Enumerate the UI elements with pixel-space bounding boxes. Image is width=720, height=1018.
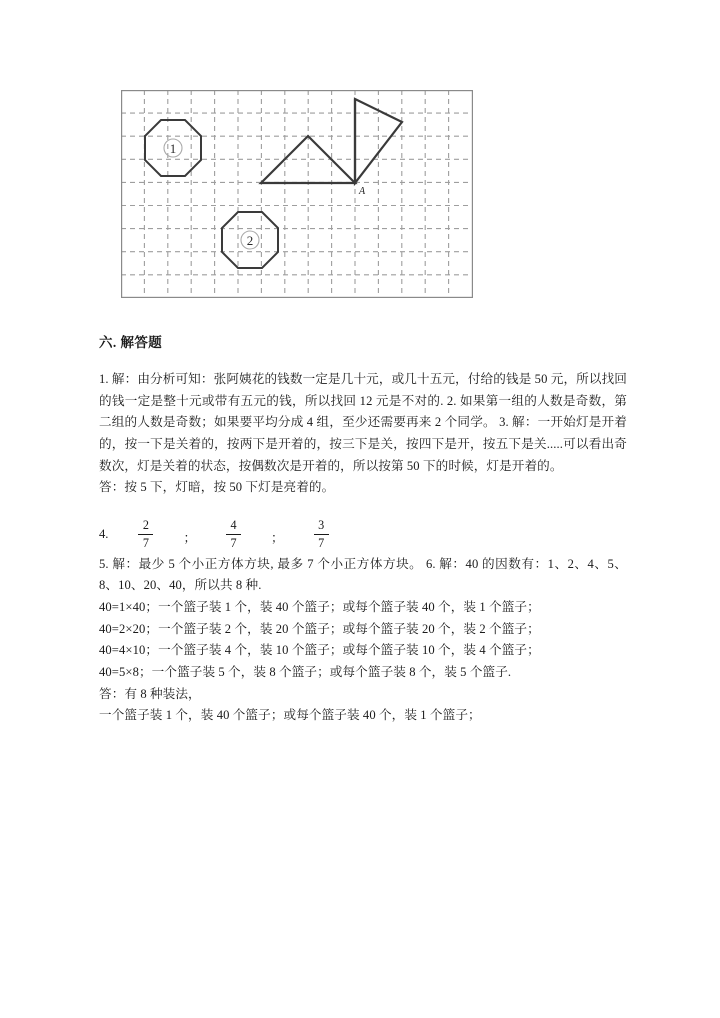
- octagon-one-label: 1: [169, 141, 177, 156]
- grid-horizontal-lines: [121, 113, 473, 275]
- geometry-figure: [121, 90, 473, 298]
- octagon-two-label: 2: [246, 233, 254, 248]
- basket-line-2: 40=2×20；一个篮子装 2 个，装 20 个篮子；或每个篮子装 20 个，装 2 个篮子；: [99, 621, 540, 636]
- fraction-2-numerator: 4: [230, 518, 237, 533]
- fraction-1-numerator: 2: [142, 518, 149, 533]
- fraction-separator-2: ；: [271, 531, 284, 546]
- answer-line-2: 答：有 8 种装法，: [99, 686, 201, 701]
- triangle-right: [355, 99, 402, 183]
- fraction-2-denominator: 7: [230, 536, 237, 551]
- grid-border: [122, 91, 473, 298]
- answer-line-2-continued: 一个篮子装 1 个，装 40 个篮子；或每个篮子装 40 个，装 1 个篮子；: [99, 708, 481, 723]
- answer-line-1: 答：按 5 下，灯暗，按 50 下灯是亮着的。: [99, 480, 335, 495]
- fraction-2-bar: [226, 534, 241, 535]
- fraction-1-bar: [138, 534, 153, 535]
- grid-vertical-lines: [144, 90, 448, 298]
- fraction-2: [226, 519, 241, 550]
- fraction-3-numerator: 3: [318, 518, 325, 533]
- basket-line-3: 40=4×10；一个篮子装 4 个，装 10 个篮子；或每个篮子装 10 个，装 4 个篮子；: [99, 643, 540, 658]
- fraction-3-denominator: 7: [318, 536, 325, 551]
- fraction-1: [138, 519, 153, 550]
- vertex-a-label: A: [359, 186, 366, 197]
- answer-section: [99, 334, 627, 727]
- fraction-1-denominator: 7: [142, 536, 149, 551]
- fraction-3: [314, 519, 329, 550]
- basket-line-1: 40=1×40；一个篮子装 1 个，装 40 个篮子；或每个篮子装 40 个，装 1 个篮子；: [99, 600, 540, 615]
- item-4-fractions: [99, 516, 627, 554]
- paragraph-5-6: 5. 解：最少 5 个小正方体方块, 最多 7 个小正方体方块。 6. 解：40 的因数有：1、2、4、5、8、10、20、40，所以共 8 种.: [99, 556, 627, 593]
- section-heading: 六. 解答题: [99, 335, 163, 350]
- basket-line-4: 40=5×8；一个篮子装 5 个，装 8 个篮子；或每个篮子装 8 个，装 5 个篮子.: [99, 665, 512, 680]
- paragraph-1-3: 1. 解：由分析可知：张阿姨花的钱数一定是几十元，或几十五元，付给的钱是 50 元，所以找回的钱一定是整十元或带有五元的钱，所以找回 12 元是不对的. 2. 如果第一组的人数是奇数，第二组的人数是奇数；如果要平均分成 4 组，至少还需要再来 2 个同学。 3. 解：一开始灯是开着的，按一下是关着的，按两下是开着的，按三下是关，按四下是开，按五下是关.....可以看出奇数次，灯是关着的状态，按偶数次是开着的，所以按第 50 下的时候，灯是开着的。: [99, 371, 627, 473]
- fraction-separator-1: ；: [183, 531, 197, 546]
- fraction-3-bar: [314, 534, 329, 535]
- geometry-figure-svg: [121, 90, 473, 298]
- item-4-index: 4.: [99, 527, 109, 542]
